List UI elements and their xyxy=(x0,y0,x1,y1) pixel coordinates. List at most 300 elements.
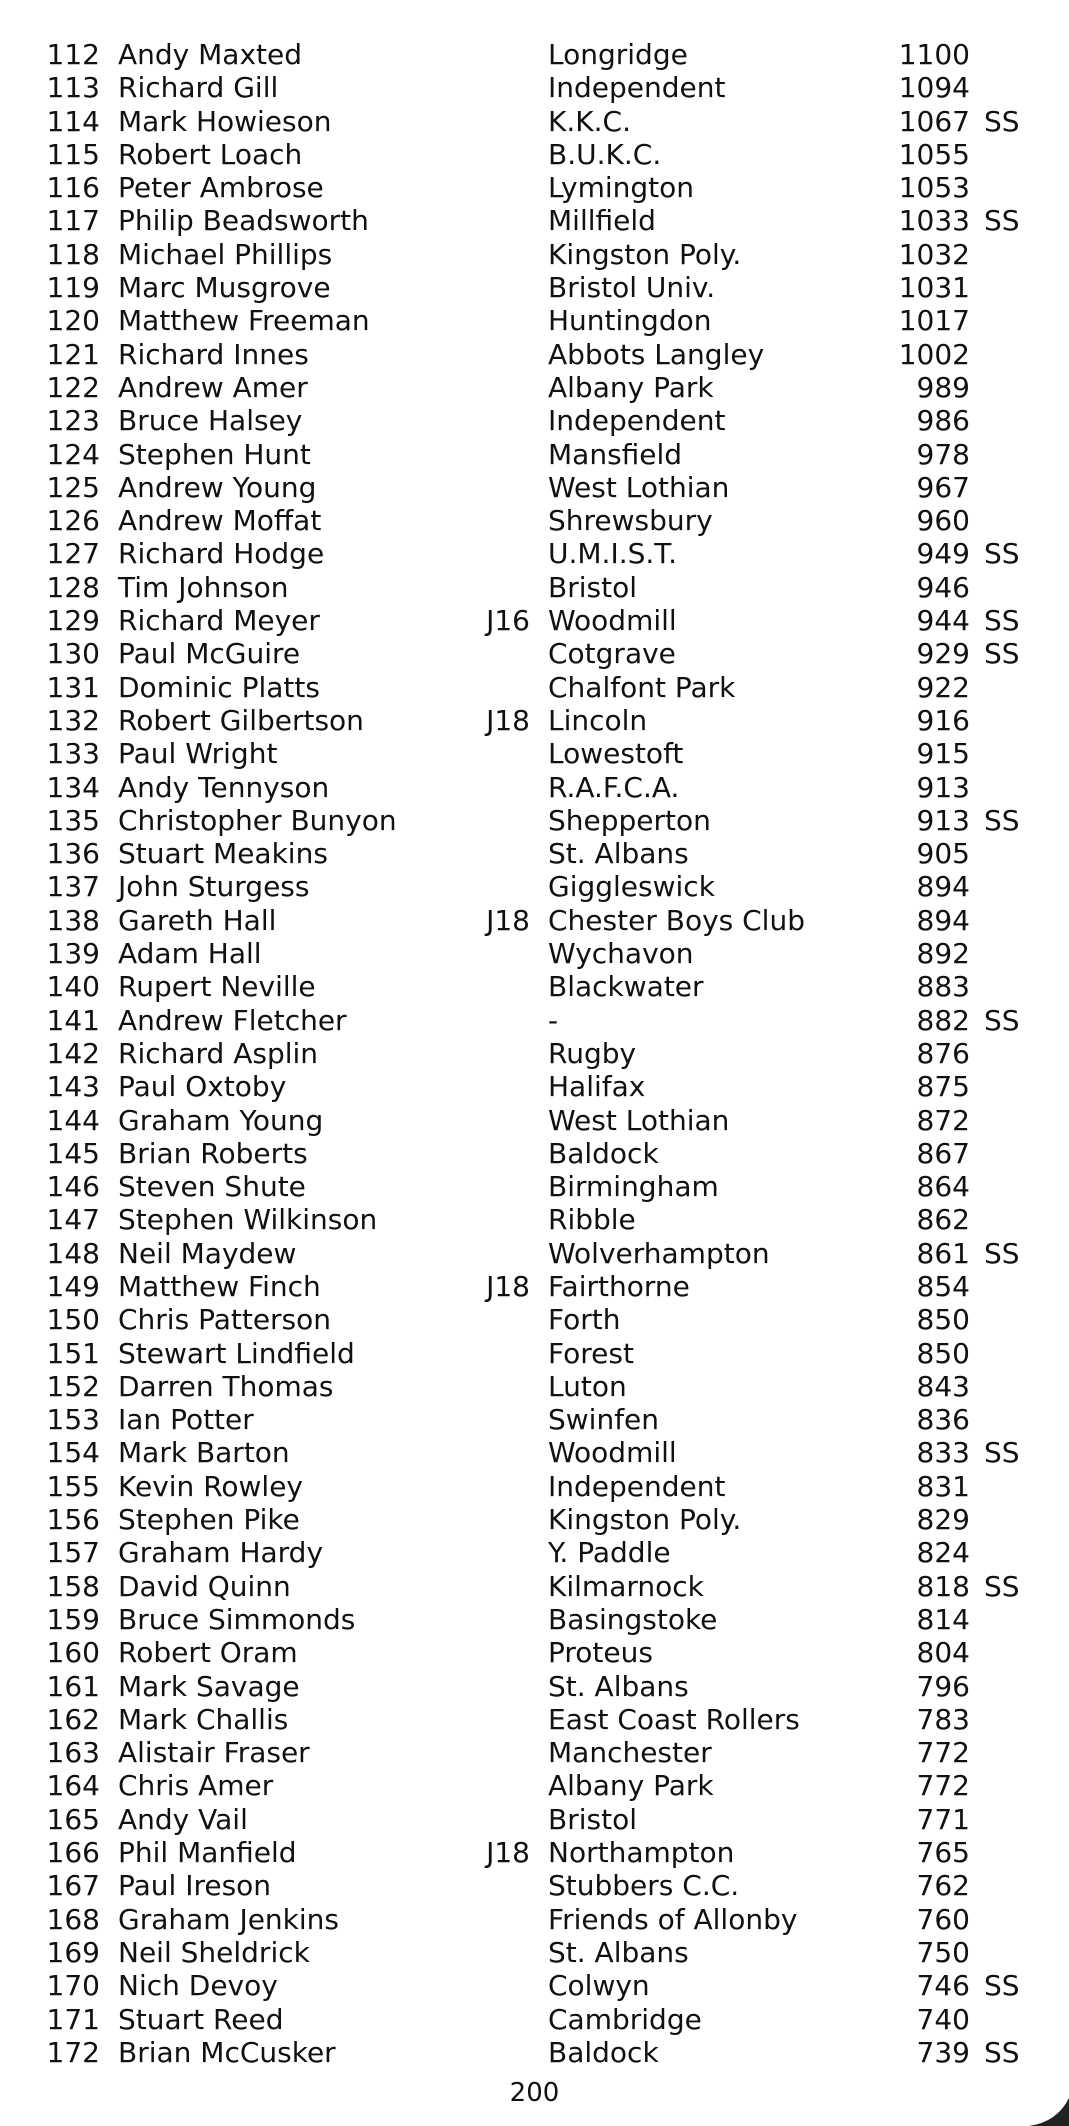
competitor-name: Andrew Fletcher xyxy=(118,1003,347,1037)
club-name: Manchester xyxy=(548,1736,712,1770)
points-value: 905 xyxy=(916,837,970,871)
points-value: 894 xyxy=(916,870,970,904)
ranking-row xyxy=(0,438,1069,471)
ranking-row xyxy=(0,1969,1069,2002)
position-number: 124 xyxy=(46,437,100,471)
ranking-row xyxy=(0,1070,1069,1103)
ranking-row xyxy=(0,1004,1069,1037)
competitor-name: Richard Gill xyxy=(118,71,279,105)
position-number: 165 xyxy=(46,1802,100,1836)
points-value: 989 xyxy=(916,370,970,404)
points-value: 986 xyxy=(916,404,970,438)
position-number: 115 xyxy=(46,137,100,171)
ranking-row xyxy=(0,204,1069,237)
club-name: Bristol Univ. xyxy=(548,271,716,305)
competitor-name: Chris Patterson xyxy=(118,1303,332,1337)
competitor-name: Stephen Hunt xyxy=(118,437,311,471)
competitor-name: David Quinn xyxy=(118,1569,291,1603)
ranking-row xyxy=(0,304,1069,337)
club-name: Chester Boys Club xyxy=(548,903,805,937)
position-number: 164 xyxy=(46,1769,100,1803)
club-name: East Coast Rollers xyxy=(548,1702,800,1736)
ranking-row xyxy=(0,371,1069,404)
competitor-name: Matthew Freeman xyxy=(118,304,370,338)
position-number: 119 xyxy=(46,271,100,305)
ranking-row xyxy=(0,1104,1069,1137)
ranking-row xyxy=(0,105,1069,138)
position-number: 153 xyxy=(46,1403,100,1437)
competitor-name: Phil Manfield xyxy=(118,1836,297,1870)
club-name: Woodmill xyxy=(548,604,677,638)
club-name: Cambridge xyxy=(548,2002,702,2036)
position-number: 123 xyxy=(46,404,100,438)
ranking-row xyxy=(0,604,1069,637)
position-number: 118 xyxy=(46,237,100,271)
competitor-name: Darren Thomas xyxy=(118,1369,334,1403)
ranking-row xyxy=(0,1803,1069,1836)
status-flag: SS xyxy=(984,204,1020,238)
status-flag: SS xyxy=(984,604,1020,638)
ranking-row xyxy=(0,1303,1069,1336)
ranking-row xyxy=(0,1203,1069,1236)
club-name: Millfield xyxy=(548,204,656,238)
club-name: Rugby xyxy=(548,1036,637,1070)
position-number: 157 xyxy=(46,1536,100,1570)
status-flag: SS xyxy=(984,1003,1020,1037)
ranking-row xyxy=(0,771,1069,804)
ranking-row xyxy=(0,138,1069,171)
points-value: 864 xyxy=(916,1170,970,1204)
ranking-row xyxy=(0,1470,1069,1503)
competitor-name: Richard Hodge xyxy=(118,537,325,571)
points-value: 762 xyxy=(916,1869,970,1903)
ranking-row xyxy=(0,637,1069,670)
competitor-name: Peter Ambrose xyxy=(118,171,324,205)
club-name: Friends of Allonby xyxy=(548,1902,798,1936)
ranking-row xyxy=(0,1403,1069,1436)
position-number: 166 xyxy=(46,1836,100,1870)
club-name: Fairthorne xyxy=(548,1269,690,1303)
competitor-name: Stephen Wilkinson xyxy=(118,1203,378,1237)
points-value: 772 xyxy=(916,1769,970,1803)
position-number: 149 xyxy=(46,1269,100,1303)
position-number: 129 xyxy=(46,604,100,638)
club-name: K.K.C. xyxy=(548,104,631,138)
competitor-name: Chris Amer xyxy=(118,1769,274,1803)
position-number: 112 xyxy=(46,38,100,71)
category-code: J18 xyxy=(486,1836,530,1870)
points-value: 967 xyxy=(916,470,970,504)
club-name: Lowestoft xyxy=(548,737,684,771)
position-number: 147 xyxy=(46,1203,100,1237)
competitor-name: Robert Loach xyxy=(118,137,303,171)
ranking-row xyxy=(0,271,1069,304)
position-number: 148 xyxy=(46,1236,100,1270)
ranking-row xyxy=(0,1137,1069,1170)
category-code: J18 xyxy=(486,703,530,737)
ranking-row xyxy=(0,1670,1069,1703)
category-code: J18 xyxy=(486,903,530,937)
club-name: Halifax xyxy=(548,1070,646,1104)
club-name: Shrewsbury xyxy=(548,504,713,538)
points-value: 915 xyxy=(916,737,970,771)
status-flag: SS xyxy=(984,803,1020,837)
position-number: 134 xyxy=(46,770,100,804)
ranking-row xyxy=(0,671,1069,704)
ranking-row xyxy=(0,1936,1069,1969)
competitor-name: Robert Gilbertson xyxy=(118,703,364,737)
club-name: Longridge xyxy=(548,38,688,71)
points-value: 1100 xyxy=(898,38,970,71)
points-value: 850 xyxy=(916,1336,970,1370)
position-number: 127 xyxy=(46,537,100,571)
points-value: 882 xyxy=(916,1003,970,1037)
points-value: 1017 xyxy=(898,304,970,338)
position-number: 170 xyxy=(46,1969,100,2003)
competitor-name: Paul Oxtoby xyxy=(118,1070,287,1104)
position-number: 117 xyxy=(46,204,100,238)
club-name: Cotgrave xyxy=(548,637,676,671)
club-name: Blackwater xyxy=(548,970,704,1004)
club-name: Proteus xyxy=(548,1636,653,1670)
competitor-name: Richard Innes xyxy=(118,337,309,371)
position-number: 141 xyxy=(46,1003,100,1037)
points-value: 883 xyxy=(916,970,970,1004)
ranking-list xyxy=(0,38,1069,2069)
ranking-row xyxy=(0,2036,1069,2069)
competitor-name: Paul Ireson xyxy=(118,1869,272,1903)
ranking-row xyxy=(0,1603,1069,1636)
points-value: 922 xyxy=(916,670,970,704)
competitor-name: Mark Barton xyxy=(118,1436,290,1470)
club-name: Wychavon xyxy=(548,937,694,971)
ranking-row xyxy=(0,1903,1069,1936)
position-number: 138 xyxy=(46,903,100,937)
position-number: 113 xyxy=(46,71,100,105)
ranking-row xyxy=(0,1436,1069,1469)
points-value: 875 xyxy=(916,1070,970,1104)
position-number: 120 xyxy=(46,304,100,338)
ranking-row xyxy=(0,338,1069,371)
position-number: 160 xyxy=(46,1636,100,1670)
competitor-name: Andy Tennyson xyxy=(118,770,330,804)
position-number: 133 xyxy=(46,737,100,771)
competitor-name: Paul Wright xyxy=(118,737,278,771)
competitor-name: Andrew Amer xyxy=(118,370,308,404)
points-value: 818 xyxy=(916,1569,970,1603)
club-name: Y. Paddle xyxy=(548,1536,671,1570)
position-number: 168 xyxy=(46,1902,100,1936)
ranking-row xyxy=(0,38,1069,71)
ranking-row xyxy=(0,1536,1069,1569)
ranking-row xyxy=(0,1836,1069,1869)
points-value: 872 xyxy=(916,1103,970,1137)
position-number: 143 xyxy=(46,1070,100,1104)
ranking-row xyxy=(0,504,1069,537)
competitor-name: Mark Savage xyxy=(118,1669,300,1703)
club-name: Forth xyxy=(548,1303,621,1337)
club-name: Albany Park xyxy=(548,370,714,404)
points-value: 1031 xyxy=(898,271,970,305)
ranking-row xyxy=(0,704,1069,737)
points-value: 836 xyxy=(916,1403,970,1437)
status-flag: SS xyxy=(984,2035,1020,2069)
club-name: Abbots Langley xyxy=(548,337,765,371)
competitor-name: Brian McCusker xyxy=(118,2035,336,2069)
status-flag: SS xyxy=(984,537,1020,571)
position-number: 172 xyxy=(46,2035,100,2069)
ranking-row xyxy=(0,737,1069,770)
club-name: Swinfen xyxy=(548,1403,660,1437)
status-flag: SS xyxy=(984,104,1020,138)
ranking-row xyxy=(0,1503,1069,1536)
position-number: 139 xyxy=(46,937,100,971)
ranking-row xyxy=(0,970,1069,1003)
points-value: 892 xyxy=(916,937,970,971)
page-number: 200 xyxy=(509,2078,560,2108)
position-number: 135 xyxy=(46,803,100,837)
ranking-row xyxy=(0,837,1069,870)
points-value: 1032 xyxy=(898,237,970,271)
points-value: 862 xyxy=(916,1203,970,1237)
points-value: 854 xyxy=(916,1269,970,1303)
competitor-name: Gareth Hall xyxy=(118,903,277,937)
ranking-row xyxy=(0,870,1069,903)
club-name: Bristol xyxy=(548,570,637,604)
points-value: 814 xyxy=(916,1602,970,1636)
ranking-row xyxy=(0,537,1069,570)
club-name: - xyxy=(548,1003,559,1037)
competitor-name: Ian Potter xyxy=(118,1403,254,1437)
club-name: Kingston Poly. xyxy=(548,237,742,271)
points-value: 916 xyxy=(916,703,970,737)
status-flag: SS xyxy=(984,1969,1020,2003)
competitor-name: Michael Phillips xyxy=(118,237,333,271)
club-name: Baldock xyxy=(548,2035,659,2069)
points-value: 771 xyxy=(916,1802,970,1836)
points-value: 913 xyxy=(916,803,970,837)
position-number: 154 xyxy=(46,1436,100,1470)
position-number: 142 xyxy=(46,1036,100,1070)
club-name: Baldock xyxy=(548,1136,659,1170)
ranking-row xyxy=(0,2003,1069,2036)
competitor-name: Dominic Platts xyxy=(118,670,320,704)
position-number: 140 xyxy=(46,970,100,1004)
club-name: Independent xyxy=(548,71,726,105)
ranking-row xyxy=(0,171,1069,204)
position-number: 151 xyxy=(46,1336,100,1370)
ranking-row xyxy=(0,1769,1069,1802)
position-number: 158 xyxy=(46,1569,100,1603)
competitor-name: Bruce Halsey xyxy=(118,404,303,438)
points-value: 760 xyxy=(916,1902,970,1936)
club-name: Kilmarnock xyxy=(548,1569,704,1603)
ranking-row xyxy=(0,937,1069,970)
competitor-name: Mark Challis xyxy=(118,1702,289,1736)
competitor-name: Adam Hall xyxy=(118,937,262,971)
category-code: J16 xyxy=(486,604,530,638)
competitor-name: Mark Howieson xyxy=(118,104,332,138)
competitor-name: Brian Roberts xyxy=(118,1136,308,1170)
club-name: B.U.K.C. xyxy=(548,137,662,171)
club-name: Kingston Poly. xyxy=(548,1503,742,1537)
club-name: Colwyn xyxy=(548,1969,650,2003)
points-value: 949 xyxy=(916,537,970,571)
ranking-row xyxy=(0,1570,1069,1603)
position-number: 125 xyxy=(46,470,100,504)
position-number: 131 xyxy=(46,670,100,704)
competitor-name: Graham Jenkins xyxy=(118,1902,340,1936)
competitor-name: Richard Meyer xyxy=(118,604,320,638)
club-name: Giggleswick xyxy=(548,870,715,904)
club-name: Woodmill xyxy=(548,1436,677,1470)
ranking-row xyxy=(0,404,1069,437)
position-number: 122 xyxy=(46,370,100,404)
position-number: 159 xyxy=(46,1602,100,1636)
ranking-row xyxy=(0,238,1069,271)
position-number: 116 xyxy=(46,171,100,205)
competitor-name: Bruce Simmonds xyxy=(118,1602,356,1636)
competitor-name: John Sturgess xyxy=(118,870,310,904)
page-corner-mark xyxy=(1029,2098,1069,2126)
points-value: 833 xyxy=(916,1436,970,1470)
points-value: 740 xyxy=(916,2002,970,2036)
position-number: 156 xyxy=(46,1503,100,1537)
club-name: Albany Park xyxy=(548,1769,714,1803)
competitor-name: Marc Musgrove xyxy=(118,271,331,305)
points-value: 1002 xyxy=(898,337,970,371)
status-flag: SS xyxy=(984,1236,1020,1270)
position-number: 167 xyxy=(46,1869,100,1903)
club-name: West Lothian xyxy=(548,1103,730,1137)
competitor-name: Graham Hardy xyxy=(118,1536,324,1570)
points-value: 867 xyxy=(916,1136,970,1170)
position-number: 150 xyxy=(46,1303,100,1337)
ranking-row xyxy=(0,1237,1069,1270)
club-name: Bristol xyxy=(548,1802,637,1836)
category-code: J18 xyxy=(486,1269,530,1303)
position-number: 114 xyxy=(46,104,100,138)
position-number: 130 xyxy=(46,637,100,671)
club-name: St. Albans xyxy=(548,1935,689,1969)
position-number: 152 xyxy=(46,1369,100,1403)
position-number: 137 xyxy=(46,870,100,904)
position-number: 161 xyxy=(46,1669,100,1703)
ranking-row xyxy=(0,1037,1069,1070)
club-name: Lymington xyxy=(548,171,695,205)
club-name: Northampton xyxy=(548,1836,735,1870)
club-name: R.A.F.C.A. xyxy=(548,770,680,804)
points-value: 783 xyxy=(916,1702,970,1736)
competitor-name: Steven Shute xyxy=(118,1170,306,1204)
points-value: 850 xyxy=(916,1303,970,1337)
points-value: 946 xyxy=(916,570,970,604)
competitor-name: Richard Asplin xyxy=(118,1036,319,1070)
points-value: 861 xyxy=(916,1236,970,1270)
points-value: 1053 xyxy=(898,171,970,205)
position-number: 162 xyxy=(46,1702,100,1736)
points-value: 929 xyxy=(916,637,970,671)
ranking-row xyxy=(0,1869,1069,1902)
position-number: 126 xyxy=(46,504,100,538)
points-value: 750 xyxy=(916,1935,970,1969)
points-value: 944 xyxy=(916,604,970,638)
competitor-name: Nich Devoy xyxy=(118,1969,278,2003)
position-number: 155 xyxy=(46,1469,100,1503)
competitor-name: Andrew Young xyxy=(118,470,317,504)
points-value: 831 xyxy=(916,1469,970,1503)
points-value: 1033 xyxy=(898,204,970,238)
competitor-name: Alistair Fraser xyxy=(118,1736,310,1770)
club-name: Independent xyxy=(548,404,726,438)
club-name: Chalfont Park xyxy=(548,670,736,704)
ranking-row xyxy=(0,71,1069,104)
points-value: 1067 xyxy=(898,104,970,138)
club-name: Stubbers C.C. xyxy=(548,1869,740,1903)
status-flag: SS xyxy=(984,1436,1020,1470)
club-name: Shepperton xyxy=(548,803,711,837)
competitor-name: Paul McGuire xyxy=(118,637,301,671)
points-value: 824 xyxy=(916,1536,970,1570)
ranking-row xyxy=(0,1370,1069,1403)
points-value: 913 xyxy=(916,770,970,804)
ranking-row xyxy=(0,1337,1069,1370)
points-value: 829 xyxy=(916,1503,970,1537)
ranking-row xyxy=(0,1170,1069,1203)
position-number: 163 xyxy=(46,1736,100,1770)
position-number: 132 xyxy=(46,703,100,737)
points-value: 765 xyxy=(916,1836,970,1870)
competitor-name: Andy Maxted xyxy=(118,38,303,71)
position-number: 128 xyxy=(46,570,100,604)
ranking-row xyxy=(0,1636,1069,1669)
position-number: 145 xyxy=(46,1136,100,1170)
competitor-name: Robert Oram xyxy=(118,1636,298,1670)
club-name: West Lothian xyxy=(548,470,730,504)
position-number: 136 xyxy=(46,837,100,871)
position-number: 171 xyxy=(46,2002,100,2036)
competitor-name: Neil Sheldrick xyxy=(118,1935,310,1969)
club-name: U.M.I.S.T. xyxy=(548,537,677,571)
ranking-row xyxy=(0,471,1069,504)
club-name: Ribble xyxy=(548,1203,636,1237)
points-value: 1094 xyxy=(898,71,970,105)
club-name: Wolverhampton xyxy=(548,1236,770,1270)
ranking-row xyxy=(0,1736,1069,1769)
points-value: 978 xyxy=(916,437,970,471)
competitor-name: Tim Johnson xyxy=(118,570,289,604)
competitor-name: Andy Vail xyxy=(118,1802,248,1836)
position-number: 144 xyxy=(46,1103,100,1137)
competitor-name: Stuart Meakins xyxy=(118,837,328,871)
club-name: Forest xyxy=(548,1336,634,1370)
club-name: Luton xyxy=(548,1369,627,1403)
points-value: 894 xyxy=(916,903,970,937)
ranking-row xyxy=(0,1270,1069,1303)
club-name: Basingstoke xyxy=(548,1602,718,1636)
competitor-name: Matthew Finch xyxy=(118,1269,321,1303)
status-flag: SS xyxy=(984,637,1020,671)
competitor-name: Stuart Reed xyxy=(118,2002,284,2036)
competitor-name: Philip Beadsworth xyxy=(118,204,369,238)
competitor-name: Christopher Bunyon xyxy=(118,803,397,837)
points-value: 1055 xyxy=(898,137,970,171)
points-value: 960 xyxy=(916,504,970,538)
club-name: Lincoln xyxy=(548,703,648,737)
ranking-row xyxy=(0,571,1069,604)
points-value: 746 xyxy=(916,1969,970,2003)
club-name: Mansfield xyxy=(548,437,683,471)
